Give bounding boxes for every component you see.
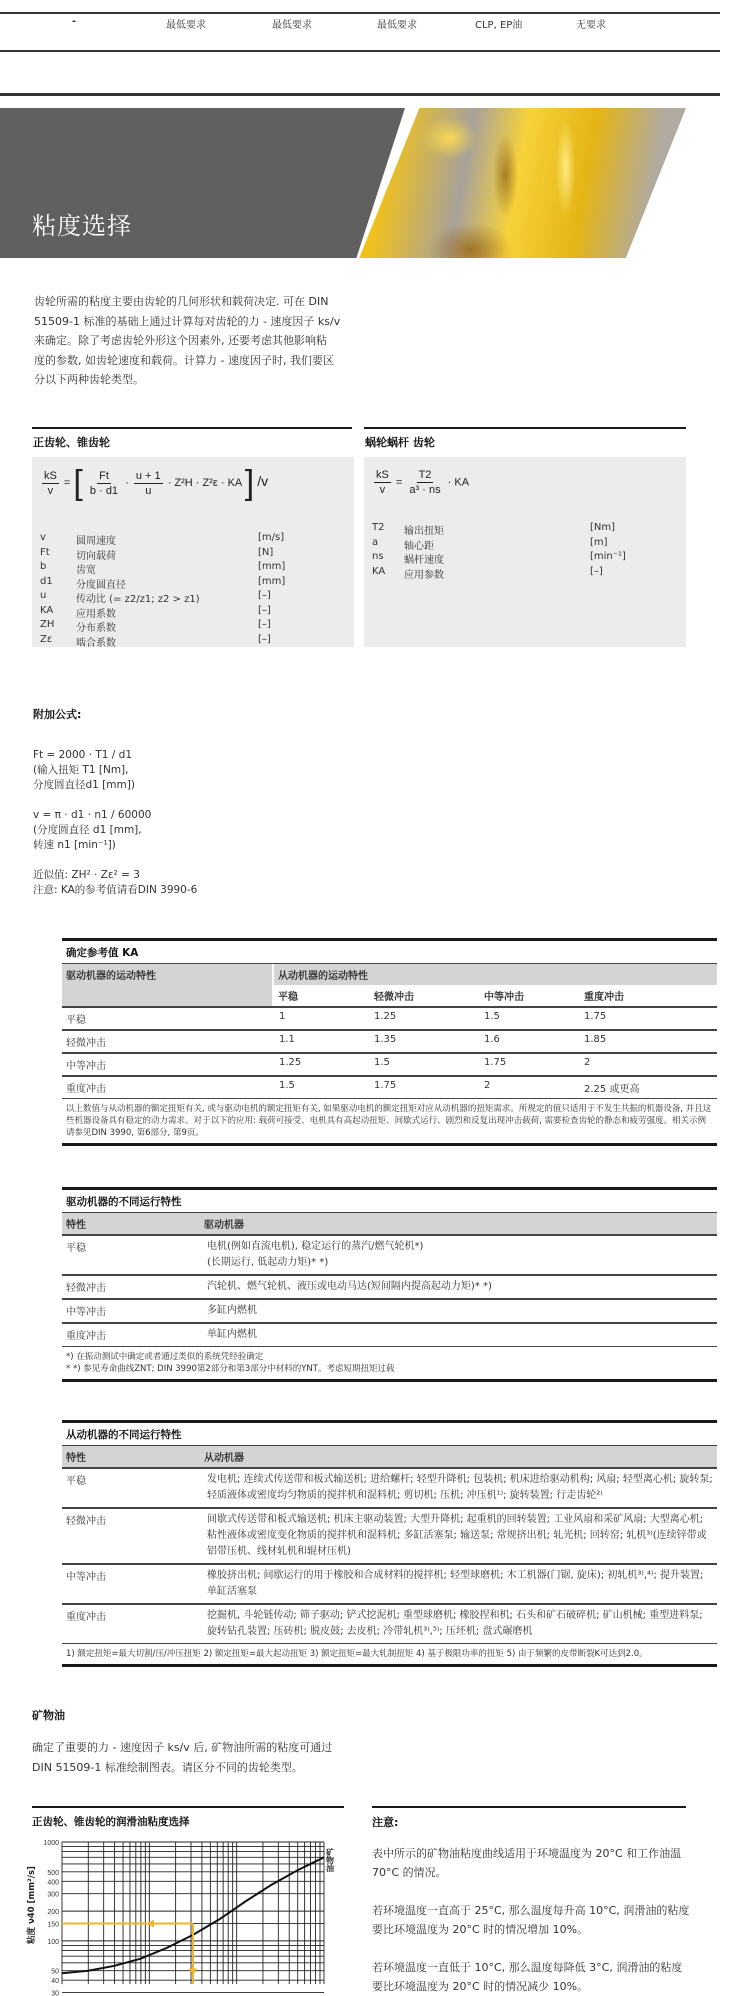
ka-value: 1.5 (272, 1077, 367, 1098)
variable-row (40, 561, 340, 576)
variable-unit: [N] (258, 546, 274, 558)
viscosity-chart (22, 1834, 352, 1996)
hero-banner (0, 108, 750, 258)
intro-paragraph (34, 292, 374, 390)
intro-line: 51509-1 标准的基础上通过计算每对齿轮的力 - 速度因子 ks/v (34, 314, 341, 328)
formula-lhs-den: v (47, 484, 54, 497)
variable-unit: [–] (258, 633, 271, 645)
y-tick-label: 400 (47, 1879, 59, 1887)
formula-f1-num: Ft (99, 469, 109, 482)
variable-row (372, 551, 672, 566)
variable-desc: 分布系数 (76, 623, 116, 634)
driver-header: 驱动机器的运动特性 (66, 971, 156, 982)
ka-value: 2 (477, 1077, 577, 1098)
variable-row (40, 605, 340, 620)
variable-symbol: v (40, 532, 46, 543)
driven-note: 1) 额定扭矩=最大切割/压/冲压扭矩 2) 额定扭矩=最大起动扭矩 3) 额定扭矩=最大轧制扭矩 4) 基于极限功率的扭矩 5) 由于频繁的皮带断裂K可达到2.0。 (62, 1643, 717, 1664)
top-cell: 最低要求 (166, 20, 206, 31)
ka-note: 以上数值与从动机器的额定扭矩有关, 或与驱动电机的额定扭矩有关, 如果驱动电机的额定扭矩对应从动机器的扭矩需求。所规定的值只适用于不发生共振的机器设备, 并且这些机器设备具有稳定的动力需求。对于以下的应用: 载荷可接受、电机具有高起动扭矩、间歇式运行、剧烈和反复出现冲击载荷, 需要检查齿轮的静态和疲劳强度。相关示例请参见DIN 3990, 第6部分, 第9页。 (62, 1098, 717, 1143)
notice-paragraph: 若环境温度一直高于 25°C, 那么温度每升高 10°C, 润滑油的粘度要比环境温度为 20°C 时的情况增加 10%。 (372, 1904, 690, 1936)
variable-desc: 应用参数 (404, 569, 444, 581)
table-header (62, 1445, 717, 1467)
driver-notes (62, 1346, 717, 1379)
formula-f1-den: b · d1 (89, 484, 119, 497)
variable-row (372, 537, 672, 552)
notice-title: 注意: (372, 1816, 399, 1829)
table-header (62, 1212, 717, 1234)
ka-value: 2 (577, 1054, 717, 1075)
variable-row (372, 566, 672, 581)
notice-paragraph: 表中所示的矿物油粘度曲线适用于环境温度为 20°C 和工作油温 70°C 的情况。 (372, 1847, 682, 1879)
notice-paragraph: 若环境温度一直低于 10°C, 那么温度每降低 3°C, 润滑油的粘度要比环境温度为 20°C 时的情况减少 10%。 (372, 1961, 683, 1993)
driver-rows (62, 1234, 717, 1346)
ka-value: 1.6 (477, 1031, 577, 1052)
worm-gear-formula: $\frac{kS}{v}$ = $\frac{T2}{\text{a³ · ns}}$ · KA (376, 469, 470, 496)
variable-symbol: u (40, 590, 47, 601)
variable-unit: [–] (258, 604, 271, 616)
mineral-oil-title: 矿物油 (32, 1709, 65, 1722)
formula-lhs-num: kS (44, 469, 57, 482)
notice-rule (372, 1806, 686, 1808)
column-header: 平稳 (272, 985, 367, 1006)
column-header: 轻微冲击 (367, 985, 477, 1006)
driver-table (62, 1187, 717, 1382)
variable-symbol: ns (372, 551, 384, 562)
formula-f-num: T2 (418, 469, 432, 481)
mineral-oil-paragraph (32, 1738, 372, 1777)
note-line: *) 在振动测试中确定或者通过类似的系统凭经验确定 (66, 1352, 264, 1362)
spacer (33, 793, 333, 808)
chart-title: 正齿轮、锥齿轮的润滑油粘度选择 (32, 1816, 190, 1828)
row-label: 重度冲击 (66, 1331, 106, 1342)
variable-unit: [mm] (258, 561, 286, 572)
variable-symbol: T2 (372, 522, 385, 533)
driven-header: 从动机器的运动特性 (272, 964, 717, 985)
variable-desc: 齿宽 (76, 565, 96, 576)
ka-row (62, 1075, 717, 1098)
variable-symbol: Zε (40, 633, 53, 645)
formula-line: 注意: KA的参考值请看DIN 3990-6 (33, 884, 198, 896)
formula-line: Ft = 2000 · T1 / d1 (33, 749, 133, 761)
variable-unit: [min⁻¹] (590, 551, 626, 562)
ka-rows (62, 1006, 717, 1098)
column-header: 中等冲击 (477, 985, 577, 1006)
series-label: 矿物油 (325, 1848, 335, 1872)
row-label: 轻微冲击 (66, 1516, 106, 1527)
ka-row (62, 1006, 717, 1029)
variable-row (40, 619, 340, 634)
formula-f2-num: u + 1 (135, 469, 161, 482)
worm-gear-title: 蜗轮蜗杆 齿轮 (365, 436, 435, 449)
variable-desc: 啮合系数 (76, 637, 116, 649)
table-row (62, 1274, 717, 1298)
row-value: 汽轮机、燃气轮机、液压或电动马达(短间隔内提高起动力矩)* *) (200, 1276, 717, 1298)
intro-line: 度的参数, 如齿轮速度和载荷。计算力 - 速度因子时, 我们要区 (34, 353, 334, 367)
row-value: 发电机; 连续式传送带和板式输送机; 进给螺杆; 轻型升降机; 包装机; 机床进给驱动机构; 风扇; 轻型离心机; 旋转泵; 轻质液体或密度均匀物质的搅拌机和混料机; 剪切机; 压机; 冲压机¹⁾; 旋转装置; 行走齿轮²⁾ (200, 1469, 717, 1507)
ka-value: 1.5 (367, 1054, 477, 1075)
variable-symbol: a (372, 536, 379, 548)
column-header: 重度冲击 (577, 985, 717, 1006)
formula-lhs-num: kS (376, 469, 389, 481)
ka-value: 1.85 (577, 1031, 717, 1052)
ka-value: 1.25 (272, 1054, 367, 1075)
formula-tail: · Z²H · Z²ε · KA (167, 476, 242, 489)
y-tick-label: 200 (47, 1909, 59, 1917)
intro-line: 分以下两种齿轮类型。 (34, 373, 144, 386)
variable-unit: [–] (590, 565, 603, 577)
table-row (62, 1467, 717, 1507)
row-label: 重度冲击 (66, 1084, 106, 1095)
top-cell: 最低要求 (272, 20, 312, 31)
formula-line: 近似值: ZH² · Zε² = 3 (33, 869, 140, 881)
ka-value: 1.75 (577, 1008, 717, 1029)
variable-desc: 轴心距 (404, 540, 434, 552)
variable-symbol: b (40, 561, 47, 572)
variable-row (40, 576, 340, 591)
row-label: 中等冲击 (66, 1307, 106, 1318)
row-label: 中等冲击 (66, 1572, 106, 1583)
variable-desc: 切向载荷 (76, 550, 116, 562)
formula-f-den: a³ · ns (409, 484, 441, 496)
formula-divisor: /v (257, 472, 269, 489)
variable-symbol: Ft (40, 546, 50, 558)
ka-value: 1.5 (477, 1008, 577, 1029)
spacer (33, 853, 333, 868)
top-table-rule-2 (0, 50, 720, 52)
table-caption: 驱动机器的不同运行特性 (66, 1196, 182, 1208)
variable-unit: [m/s] (258, 532, 285, 543)
row-label: 平稳 (66, 1015, 86, 1026)
variable-row (40, 590, 340, 605)
additional-formulas (33, 748, 333, 898)
row-label: 重度冲击 (66, 1612, 106, 1623)
intro-line: 来确定。除了考虑齿轮外形这个因素外, 还要考虑其他影响粘 (34, 334, 327, 347)
y-tick-label: 30 (51, 1990, 59, 1996)
top-table-rule-3 (0, 93, 720, 96)
ka-header (62, 963, 717, 1006)
chart-rule (32, 1806, 344, 1808)
notice-paragraphs (372, 1844, 690, 1996)
right-bracket: ] (244, 464, 255, 502)
guide-arrow-left (147, 1919, 154, 1927)
row-value: 多缸内燃机 (200, 1300, 717, 1322)
row-value: 橡胶挤出机; 间歇运行的用于橡胶和合成材料的搅拌机; 轻型球磨机; 木工机器(门锯, 旋床); 初轧机³⁾,⁴⁾; 提升装置; 单缸活塞泵 (200, 1565, 717, 1603)
ka-value: 1.1 (272, 1031, 367, 1052)
table-bottom-rule (62, 1379, 717, 1382)
variable-desc: 蜗杆速度 (404, 555, 444, 566)
y-tick-label: 500 (47, 1869, 59, 1877)
mineral-oil-line: 确定了重要的力 - 速度因子 ks/v 后, 矿物油所需的粘度可通过 (32, 1741, 333, 1754)
formula-line: (输入扭矩 T1 [Nm], (33, 764, 129, 776)
variable-unit: [m] (590, 536, 608, 548)
formula-line: v = π · d1 · n1 / 60000 (33, 809, 152, 821)
variable-desc: 输出扭矩 (404, 526, 444, 537)
variable-symbol: d1 (40, 575, 53, 587)
driven-rows (62, 1467, 717, 1643)
ka-value: 1.25 (367, 1008, 477, 1029)
mineral-oil-line: DIN 51509-1 标准绘制图表。请区分不同的齿轮类型。 (32, 1760, 303, 1774)
y-tick-label: 1000 (43, 1840, 59, 1847)
top-cell: CLP, EP油 (475, 20, 523, 31)
formula-line: 分度圆直径d1 [mm]) (33, 779, 135, 791)
top-cell: - (72, 16, 77, 27)
formula-f2-den: u (145, 484, 152, 497)
variable-symbol: KA (372, 565, 386, 577)
row-label: 轻微冲击 (66, 1283, 106, 1294)
worm-gear-rule (364, 427, 686, 429)
formula-line: 转速 n1 [min⁻¹]) (33, 839, 116, 851)
table-row (62, 1298, 717, 1322)
header-cell: 驱动机器 (204, 1220, 244, 1231)
left-bracket: [ (73, 464, 83, 502)
note-line: * *) 参见寿命曲线ZNT; DIN 3990第2部分和第3部分中材料的YNT。考虑短期扭矩过载 (66, 1364, 395, 1374)
ka-value: 1.35 (367, 1031, 477, 1052)
table-row (62, 1507, 717, 1563)
variable-unit: [–] (258, 590, 271, 601)
variable-symbol: KA (40, 604, 54, 616)
table-bottom-rule (62, 1143, 717, 1146)
variable-unit: [mm] (258, 575, 286, 587)
row-value: 电机(例如直流电机), 稳定运行的蒸汽/燃气轮机*) (长期运行, 低起动力矩)* *) (200, 1236, 717, 1274)
row-value: 单缸内燃机 (200, 1324, 717, 1346)
y-tick-label: 40 (51, 1978, 59, 1986)
row-value: 间歇式传送带和板式输送机; 机床主驱动装置; 大型升降机; 起重机的回转装置; 工业风扇和采矿风扇; 大型离心机; 粘性液体或密度变化物质的搅拌机和混料机; 多缸活塞泵; 输送泵; 常规挤出机; 轧光机; 回转窑; 轧机³⁾(连续锌带或铝带压机、线材轧机和辊材压机) (200, 1509, 717, 1563)
y-tick-label: 50 (51, 1968, 59, 1976)
variable-desc: 应用系数 (76, 608, 116, 620)
ka-table (62, 938, 717, 1146)
additional-formulas-title: 附加公式: (33, 708, 82, 721)
worm-gear-variables (372, 522, 672, 580)
ka-row (62, 1052, 717, 1075)
variable-unit: [Nm] (590, 522, 616, 533)
row-label: 中等冲击 (66, 1061, 106, 1072)
header-cell: 特性 (66, 1220, 86, 1231)
variable-desc: 分度圆直径 (76, 579, 126, 591)
table-row (62, 1322, 717, 1346)
ka-row (62, 1029, 717, 1052)
ka-value: 1.75 (477, 1054, 577, 1075)
table-caption: 从动机器的不同运行特性 (66, 1429, 182, 1441)
driven-table (62, 1420, 717, 1667)
formula-line: (分度圆直径 d1 [mm], (33, 824, 142, 836)
top-cell: 最低要求 (377, 20, 417, 31)
variable-row (40, 547, 340, 562)
variable-unit: [–] (258, 619, 271, 630)
ka-value: 1 (272, 1008, 367, 1029)
spur-gear-rule (32, 427, 352, 429)
top-table-row (0, 14, 720, 34)
table-bottom-rule (62, 1664, 717, 1667)
y-tick-label: 150 (47, 1921, 59, 1929)
page-title: 粘度选择 (32, 212, 132, 240)
variable-desc: 圆周速度 (76, 536, 116, 547)
row-label: 平稳 (66, 1476, 86, 1487)
spur-gear-formula: $\frac{kS}{v}$ = [ $\frac{Ft}{b \cdot d1}$ · $\frac{u + 1}{u}$ · Z²H · Z²ε · KA ] /v (44, 464, 269, 502)
formula-lhs-den: v (379, 484, 386, 496)
y-tick-label: 100 (47, 1938, 59, 1946)
y-tick-label: 300 (47, 1891, 59, 1899)
ka-value: 2.25 或更高 (577, 1077, 717, 1098)
guide-arrow-down (189, 1968, 197, 1975)
intro-line: 齿轮所需的粘度主要由齿轮的几何形状和载荷决定. 可在 DIN (34, 295, 329, 308)
spur-gear-variables (40, 532, 340, 648)
top-cell: 无要求 (576, 20, 606, 31)
row-label: 平稳 (66, 1243, 86, 1254)
variable-row (40, 634, 340, 649)
header-cell: 特性 (66, 1453, 86, 1464)
table-caption: 确定参考值 KA (66, 947, 139, 959)
spur-gear-title: 正齿轮、锥齿轮 (33, 436, 110, 449)
row-value: 挖掘机, 斗轮链传动; 筛子驱动; 铲式挖泥机; 重型球磨机; 橡胶捏和机; 石头和矿石破碎机; 矿山机械; 重型进料泵; 旋转钻孔装置; 压砖机; 脱皮鼓; 去皮机; 冷带轧机³⁾,⁵⁾; 压坯机; 盘式碾磨机 (200, 1605, 717, 1643)
formula-tail: · KA (447, 476, 470, 489)
table-row (62, 1234, 717, 1274)
table-row (62, 1563, 717, 1603)
y-axis-label: 粘度 ν40 [mm²/s] (27, 1866, 37, 1944)
variable-row (40, 532, 340, 547)
table-row (62, 1603, 717, 1643)
ka-value: 1.75 (367, 1077, 477, 1098)
variable-row (372, 522, 672, 537)
variable-symbol: ZH (40, 619, 55, 630)
variable-desc: 传动比 (= z2/z1; z2 > z1) (76, 594, 200, 605)
header-cell: 从动机器 (204, 1453, 244, 1464)
row-label: 轻微冲击 (66, 1038, 106, 1049)
